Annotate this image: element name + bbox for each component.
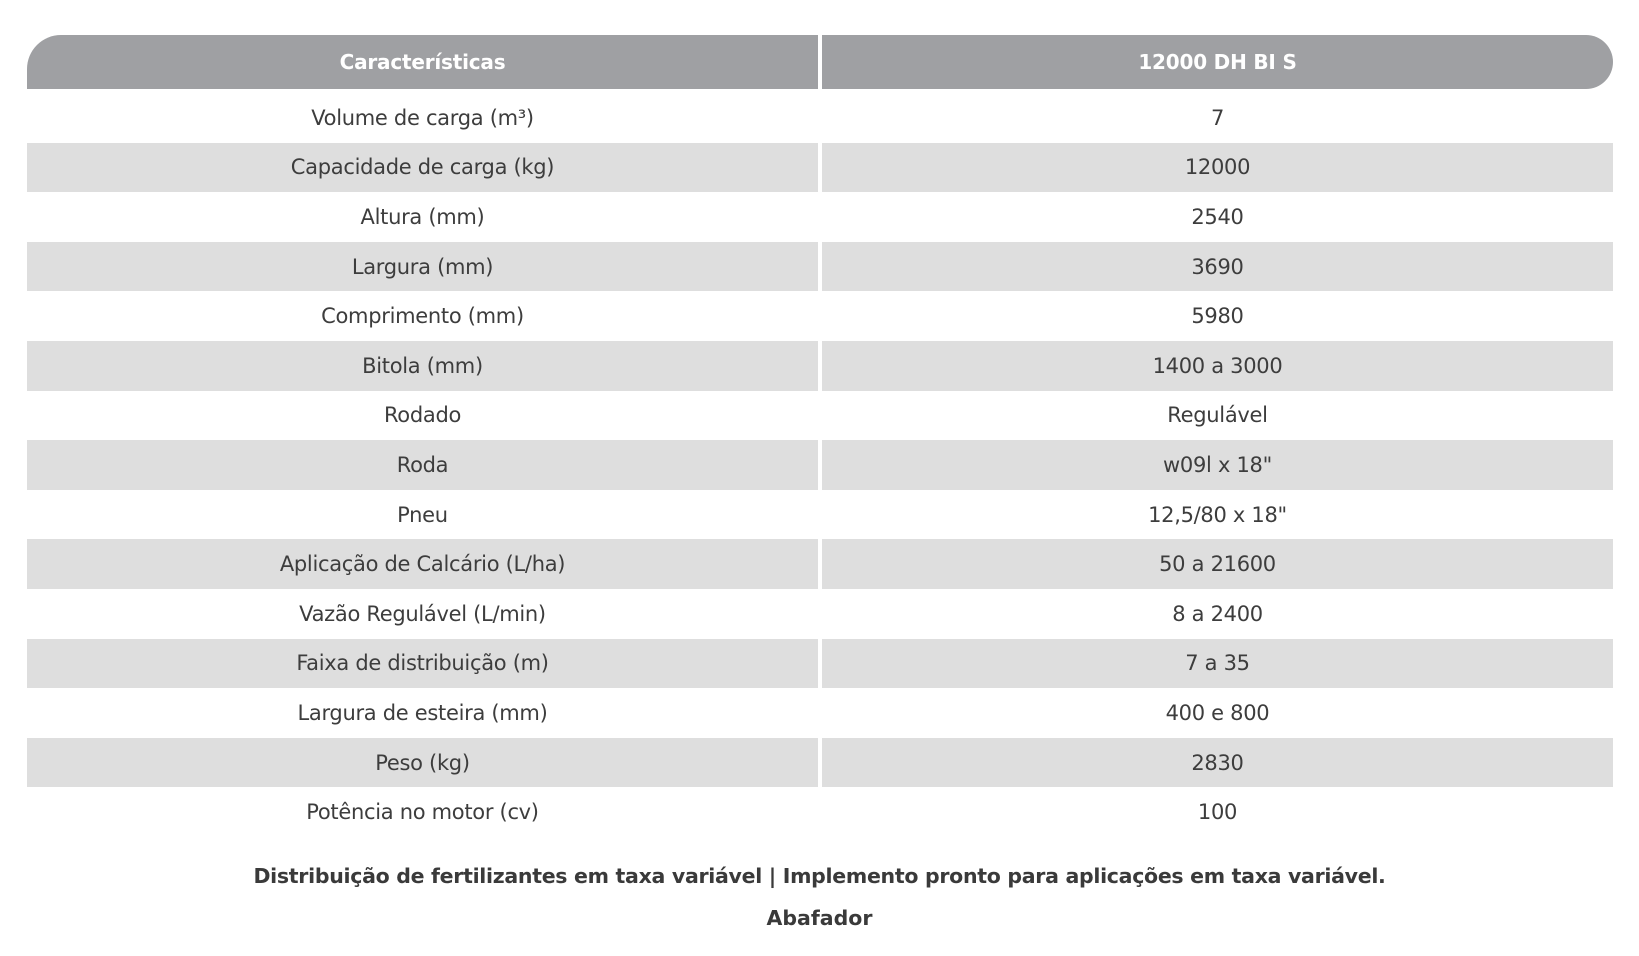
- row-label: Rodado: [383, 403, 462, 428]
- table-row: [27, 639, 1613, 689]
- table-row: [27, 589, 1613, 639]
- row-label: Pneu: [397, 502, 448, 527]
- table-row: [27, 440, 1613, 490]
- row-value: 8 a 2400: [1172, 601, 1263, 626]
- row-label: Altura (mm): [360, 204, 485, 229]
- row-value: 7 a 35: [822, 639, 1613, 689]
- table-row: [27, 738, 1613, 788]
- row-value: 5980: [1191, 304, 1244, 329]
- row-label: Largura (mm): [27, 242, 818, 292]
- row-label: Volume de carga (m³): [311, 105, 534, 130]
- row-label: Largura de esteira (mm): [297, 700, 548, 725]
- table-row: [27, 341, 1613, 391]
- table-row: [27, 539, 1613, 589]
- row-label: Vazão Regulável (L/min): [299, 601, 546, 626]
- row-value: 12,5/80 x 18": [1148, 502, 1287, 527]
- row-value: Regulável: [1167, 403, 1268, 428]
- table-row: [27, 391, 1613, 441]
- row-value: 2540: [1191, 204, 1244, 229]
- table-row: [27, 242, 1613, 292]
- row-value: 400 e 800: [1165, 700, 1270, 725]
- table-row: [27, 291, 1613, 341]
- row-label: Capacidade de carga (kg): [27, 143, 818, 193]
- row-value: 50 a 21600: [822, 539, 1613, 589]
- table-row: [27, 490, 1613, 540]
- table-row: [27, 143, 1613, 193]
- header-model: 12000 DH BI S: [822, 35, 1613, 89]
- footer-note: Distribuição de fertilizantes em taxa variável | Implemento pronto para aplicações em taxa variável.: [253, 864, 1386, 888]
- header-characteristics: Características: [27, 35, 818, 89]
- row-value: 2830: [822, 738, 1613, 788]
- row-label: Roda: [27, 440, 818, 490]
- table-row: [27, 787, 1613, 837]
- table-header: [27, 35, 1613, 89]
- table-body: [27, 93, 1613, 837]
- row-value: 12000: [822, 143, 1613, 193]
- row-label: Potência no motor (cv): [306, 800, 539, 825]
- row-value: 7: [1210, 105, 1225, 130]
- table-row: [27, 93, 1613, 143]
- row-label: Comprimento (mm): [321, 304, 524, 329]
- footer-subnote: Abafador: [766, 906, 873, 930]
- row-value: 3690: [822, 242, 1613, 292]
- row-value: 1400 a 3000: [822, 341, 1613, 391]
- row-label: Aplicação de Calcário (L/ha): [27, 539, 818, 589]
- table-row: [27, 192, 1613, 242]
- row-value: w09l x 18": [822, 440, 1613, 490]
- row-label: Peso (kg): [27, 738, 818, 788]
- table-row: [27, 688, 1613, 738]
- row-label: Faixa de distribuição (m): [27, 639, 818, 689]
- spec-table: [27, 35, 1613, 837]
- row-label: Bitola (mm): [27, 341, 818, 391]
- row-value: 100: [1197, 800, 1238, 825]
